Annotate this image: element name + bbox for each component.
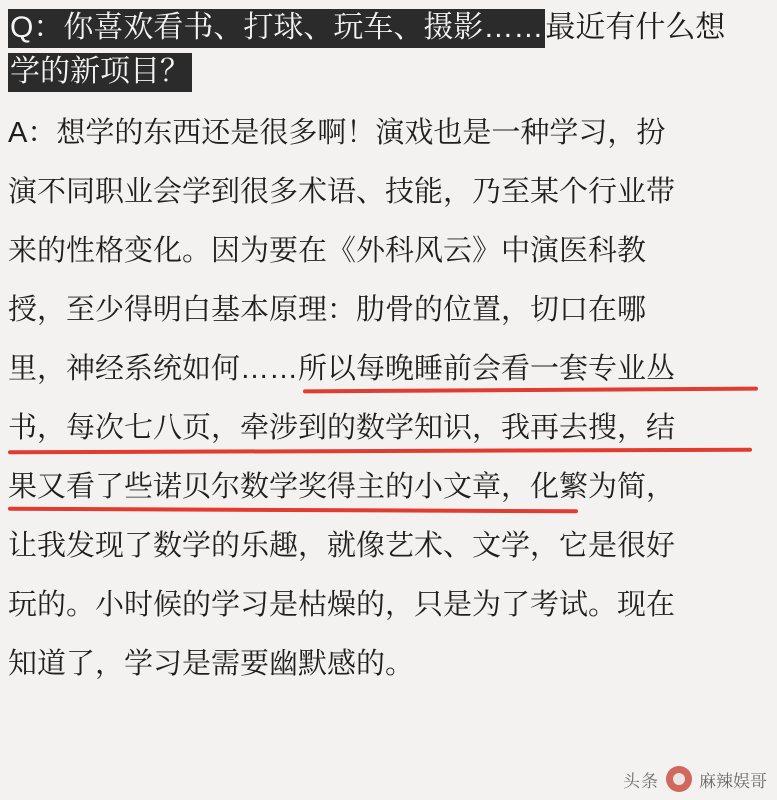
answer-line-text: 果又看了些诺贝尔数学奖得主的小文章，化繁为简， [8,471,676,503]
answer-line-text: 里，神经系统如何……所以每晚睡前会看一套专业丛 [8,353,676,385]
watermark-source: 头条 [623,771,659,791]
question-plain-1: 最近有什么想 [545,11,726,44]
red-underline-mark [8,448,752,455]
question-highlight-2: 学的新项目？ [8,53,192,92]
question-block [0,0,777,94]
answer-line [8,222,765,281]
watermark [623,766,767,792]
answer-line-text: 来的性格变化。因为要在《外科风云》中演医科教 [8,235,647,267]
answer-line [8,340,765,399]
answer-block [0,94,777,694]
watermark-logo-icon [666,766,692,792]
answer-line [8,576,765,635]
answer-line [8,399,765,458]
answer-line-text: 授，至少得明白基本原理：肋骨的位置，切口在哪 [8,294,647,326]
question-highlight-1: Q：你喜欢看书、打球、玩车、摄影…… [8,9,545,48]
watermark-account: 麻辣娱哥 [699,771,767,791]
answer-line [8,458,765,517]
question-line-2 [8,50,767,94]
answer-line-text: 让我发现了数学的乐趣，就像艺术、文学，它是很好 [8,530,676,562]
answer-line-text: 书，每次七八页，牵涉到的数学知识，我再去搜，结 [8,412,676,444]
answer-line [8,281,765,340]
answer-line-text: A：想学的东西还是很多啊！演戏也是一种学习，扮 [8,117,666,149]
answer-line-text: 知道了，学习是需要幽默感的。 [8,648,415,680]
answer-line [8,104,765,163]
answer-line-text: 玩的。小时候的学习是枯燥的，只是为了考试。现在 [8,589,676,621]
red-underline-mark [303,387,758,394]
answer-line [8,163,765,222]
answer-line [8,517,765,576]
red-underline-mark [8,507,578,513]
answer-line-text: 演不同职业会学到很多术语、技能，乃至某个行业带 [8,176,676,208]
question-line-1 [8,6,767,50]
answer-line [8,635,765,694]
